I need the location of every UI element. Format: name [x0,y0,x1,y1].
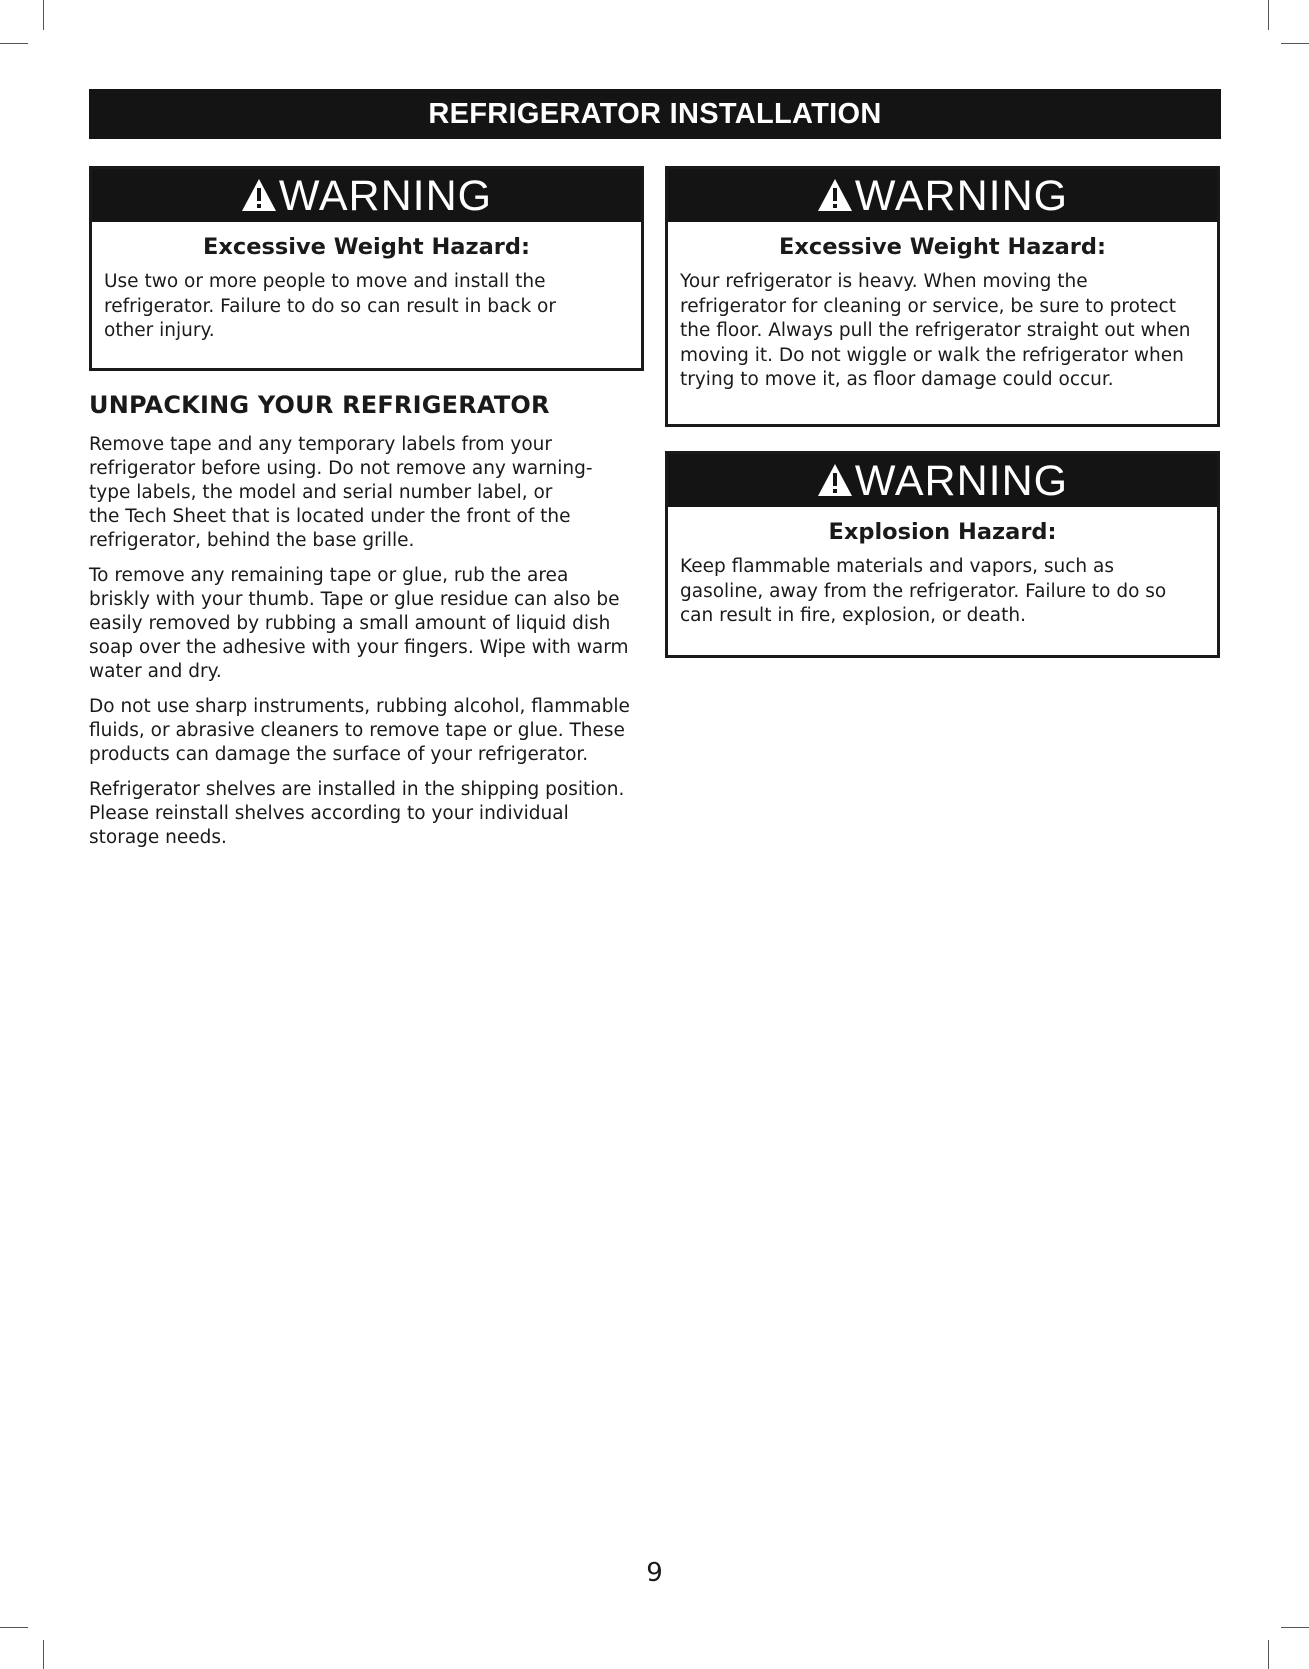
page-number: 9 [646,1558,663,1588]
warning-triangle-icon [817,171,853,226]
hazard-title: Excessive Weight Hazard: [203,234,530,260]
warning-text [92,262,641,344]
paragraph-line: easily removed by rubbing a small amount of liquid dish [89,613,611,634]
paragraph-line: refrigerator before using. Do not remove any warning- [89,458,593,479]
warning-line: Use two or more people to move and install the [104,271,546,292]
crop-mark [1281,43,1309,44]
paragraph-line: refrigerator, behind the base grille. [89,530,415,551]
warning-header [668,169,1217,222]
warning-triangle-icon [241,171,277,226]
warning-line: Your refrigerator is heavy. When moving the [680,271,1088,292]
paragraph-line: Do not use sharp instruments, rubbing alcohol, flammable [89,696,630,717]
paragraph [89,695,645,767]
crop-mark [1281,1627,1309,1628]
warning-header [92,169,641,222]
paragraph-line: Remove tape and any temporary labels from your [89,434,553,455]
crop-mark [43,0,44,30]
warning-label: WARNING [278,172,493,220]
warning-line: can result in fire, explosion, or death. [680,605,1026,626]
warning-text [668,547,1217,629]
paragraph-line: storage needs. [89,827,227,848]
warning-box-weight-2 [665,166,1220,427]
paragraph-line: the Tech Sheet that is located under the front of the [89,506,571,527]
section-body [89,433,645,861]
warning-line: refrigerator for cleaning or service, be sure to protect [680,295,1176,317]
warning-line: other injury. [104,320,215,341]
warning-box-explosion [665,451,1220,658]
warning-label: WARNING [854,457,1069,505]
hazard-title: Explosion Hazard: [828,519,1057,545]
warning-line: Keep flammable materials and vapors, such as [680,556,1115,577]
warning-triangle-icon [817,456,853,511]
section-heading: UNPACKING YOUR REFRIGERATOR [89,391,550,419]
paragraph [89,564,645,684]
paragraph-line: soap over the adhesive with your fingers. Wipe with warm [89,637,629,658]
crop-mark [1268,1640,1269,1669]
paragraph [89,433,645,553]
warning-box-weight-1 [89,166,644,371]
warning-line: refrigerator. Failure to do so can result in back or [104,295,556,317]
crop-mark [1268,0,1269,30]
hazard-title: Excessive Weight Hazard: [779,234,1106,260]
warning-line: the floor. Always pull the refrigerator straight out when [680,320,1191,341]
paragraph-line: Please reinstall shelves according to your individual [89,803,569,824]
warning-label: WARNING [854,172,1069,220]
warning-line: moving it. Do not wiggle or walk the refrigerator when [680,344,1184,366]
paragraph-line: To remove any remaining tape or glue, rub the area [89,565,569,586]
paragraph-line: Refrigerator shelves are installed in the shipping position. [89,779,625,800]
paragraph-line: type labels, the model and serial number label, or [89,482,553,503]
paragraph-line: products can damage the surface of your refrigerator. [89,744,589,765]
warning-text [668,262,1217,393]
warning-line: gasoline, away from the refrigerator. Failure to do so [680,580,1167,602]
crop-mark [0,1627,28,1628]
crop-mark [0,43,28,44]
paragraph-line: fluids, or abrasive cleaners to remove tape or glue. These [89,720,625,741]
paragraph [89,778,645,850]
page-banner: REFRIGERATOR INSTALLATION [89,89,1221,139]
warning-line: trying to move it, as floor damage could occur. [680,369,1114,390]
crop-mark [43,1640,44,1669]
paragraph-line: briskly with your thumb. Tape or glue residue can also be [89,589,620,610]
warning-header [668,454,1217,507]
paragraph-line: water and dry. [89,661,222,682]
